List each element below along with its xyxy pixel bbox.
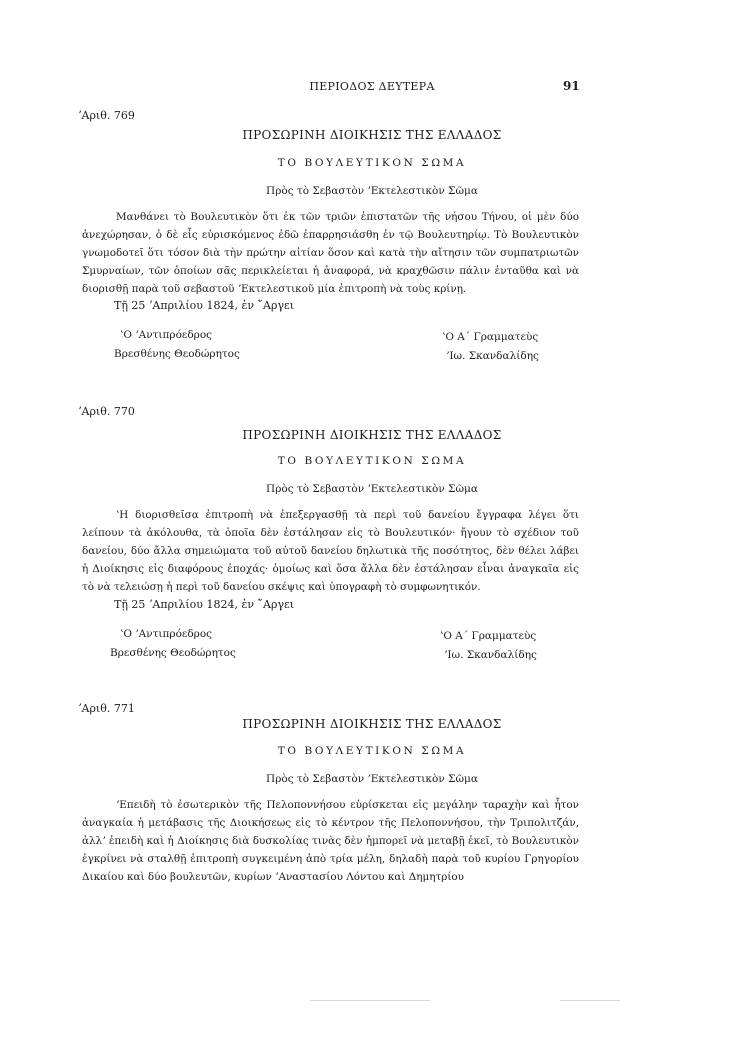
- page-footer-rule: [310, 1000, 430, 1001]
- signatory-left-title: ʽΟ ʼΑντιπρόεδρος: [120, 329, 213, 341]
- signatory-right-title: ʽΟ Α΄ Γραμματεὺς: [440, 630, 537, 642]
- document-subheading: ΤΟ ΒΟΥΛΕΥΤΙΚΟΝ ΣΩΜΑ: [277, 157, 467, 169]
- document-number: ʼΑριθ. 769: [78, 109, 135, 122]
- document-subheading: ΤΟ ΒΟΥΛΕΥΤΙΚΟΝ ΣΩΜΑ: [277, 745, 467, 757]
- document-heading: ΠΡΟΣΩΡΙΝΗ ΔΙΟΙΚΗΣΙΣ ΤΗΣ ΕΛΛΑΔΟΣ: [242, 128, 502, 142]
- running-head: ΠΕΡΙΟΔΟΣ ΔΕΥΤΕΡΑ: [309, 80, 435, 93]
- signatory-left-name: Βρεσθένης Θεοδώρητος: [110, 647, 236, 659]
- document-address: Πρὸς τὸ Σεβαστὸν ʼΕκτελεστικὸν Σῶμα: [266, 773, 478, 785]
- document-heading: ΠΡΟΣΩΡΙΝΗ ΔΙΟΙΚΗΣΙΣ ΤΗΣ ΕΛΛΑΔΟΣ: [242, 717, 502, 731]
- document-address: Πρὸς τὸ Σεβαστὸν ʼΕκτελεστικὸν Σῶμα: [266, 185, 478, 197]
- document-body: ʽΗ διορισθεῖσα ἐπιτροπὴ νὰ ἐπεξεργασθῇ τὰ περὶ τοῦ δανείου ἔγγραφα λέγει ὅτι λείπουν τὰ ἀκόλουθα, τὰ ὁποῖα δὲν ἐστάλησαν εἰς τὸ Βουλευτικόν· ἤγουν τὸ σχέδιον τοῦ δανείου, δύο ἄλλα σημειώματα τοῦ αὐτοῦ δανείου δηλωτικὰ τῆς ποσότητος, δὲν θέλει λάβει ἡ Διοίκησις εἰς διαφόρους ἐποχάς· ὁμοίως καὶ ὅσα ἄλλα δὲν ἐστάλησαν εἶναι ἀναγκαῖα εἰς τὸ νὰ τελειώσῃ ἡ περὶ τοῦ δανείου σκέψις καὶ ὑπογραφὴ τὸ συμφωνητικόν.: [82, 509, 579, 593]
- document-date: Τῇ 25 ʼΑπριλίου 1824, ἐν ῎Αργει: [114, 598, 295, 611]
- document-subheading: ΤΟ ΒΟΥΛΕΥΤΙΚΟΝ ΣΩΜΑ: [277, 455, 467, 467]
- signatory-right-name: ʼΙω. Σκανδαλίδης: [444, 649, 537, 661]
- document-number: ʼΑριθ. 771: [78, 702, 135, 715]
- document-body: ʼΕπειδὴ τὸ ἐσωτερικὸν τῆς Πελοποννήσου εὑρίσκεται εἰς μεγάλην ταραχὴν καὶ ἦτον ἀναγκαία ἡ μετάβασις τῆς Διοικήσεως εἰς τὸ κέντρον τῆς Πελοποννήσου, τὴν Τριπολιτζάν, ἀλλʼ ἐπειδὴ καὶ ἡ Διοίκησις διὰ δυσκολίας τινὰς δὲν ἠμπορεῖ νὰ μεταβῇ ἐκεῖ, τὸ Βουλευτικὸν ἐγκρίνει νὰ σταλθῇ ἐπιτροπὴ συγκειμένη ἀπὸ τρία μέλη, δηλαδὴ παρὰ τοῦ κυρίου Γρηγορίου Δικαίου καὶ δύο βουλευτῶν, κυρίων ʼΑναστασίου Λόντου καὶ Δημητρίου: [82, 799, 579, 883]
- page-number: 91: [563, 79, 580, 93]
- document-number: ʼΑριθ. 770: [78, 405, 135, 418]
- page-footer-rule: [560, 1000, 620, 1001]
- signatory-left-name: Βρεσθένης Θεοδώρητος: [114, 348, 240, 360]
- signatory-right-title: ʽΟ Α΄ Γραμματεὺς: [442, 331, 539, 343]
- signatory-left-title: ʽΟ ʼΑντιπρόεδρος: [120, 628, 213, 640]
- document-address: Πρὸς τὸ Σεβαστὸν ʼΕκτελεστικὸν Σῶμα: [266, 483, 478, 495]
- signatory-right-name: ʼΙω. Σκανδαλίδης: [446, 350, 539, 362]
- document-body: Μανθάνει τὸ Βουλευτικὸν ὅτι ἐκ τῶν τριῶν ἐπιστατῶν τῆς νήσου Τήνου, οἱ μὲν δύο ἀνεχώρησαν, ὁ δὲ εἷς εὑρισκόμενος ἐδῶ ἐπαρρησιάσθη ἐν τῷ Βουλευτηρίῳ. Τὸ Βουλευτικὸν γνωμοδοτεῖ ὅτι τόσον διὰ τὴν πρώτην αἰτίαν ὅσον καὶ κατὰ τὴν αἴτησιν τῶν συμπατριωτῶν Σμυρναίων, τῶν ὁποίων σᾶς περικλείεται ἡ ἀναφορά, νὰ κραχθῶσιν πάλιν ἐνταῦθα καὶ νὰ διορισθῇ παρὰ τοῦ σεβαστοῦ ʼΕκτελεστικοῦ μία ἐπιτροπὴ νὰ τοὺς κρίνῃ.: [82, 211, 579, 295]
- document-heading: ΠΡΟΣΩΡΙΝΗ ΔΙΟΙΚΗΣΙΣ ΤΗΣ ΕΛΛΑΔΟΣ: [242, 428, 502, 442]
- document-date: Τῇ 25 ʼΑπριλίου 1824, ἐν ῎Αργει: [114, 299, 295, 312]
